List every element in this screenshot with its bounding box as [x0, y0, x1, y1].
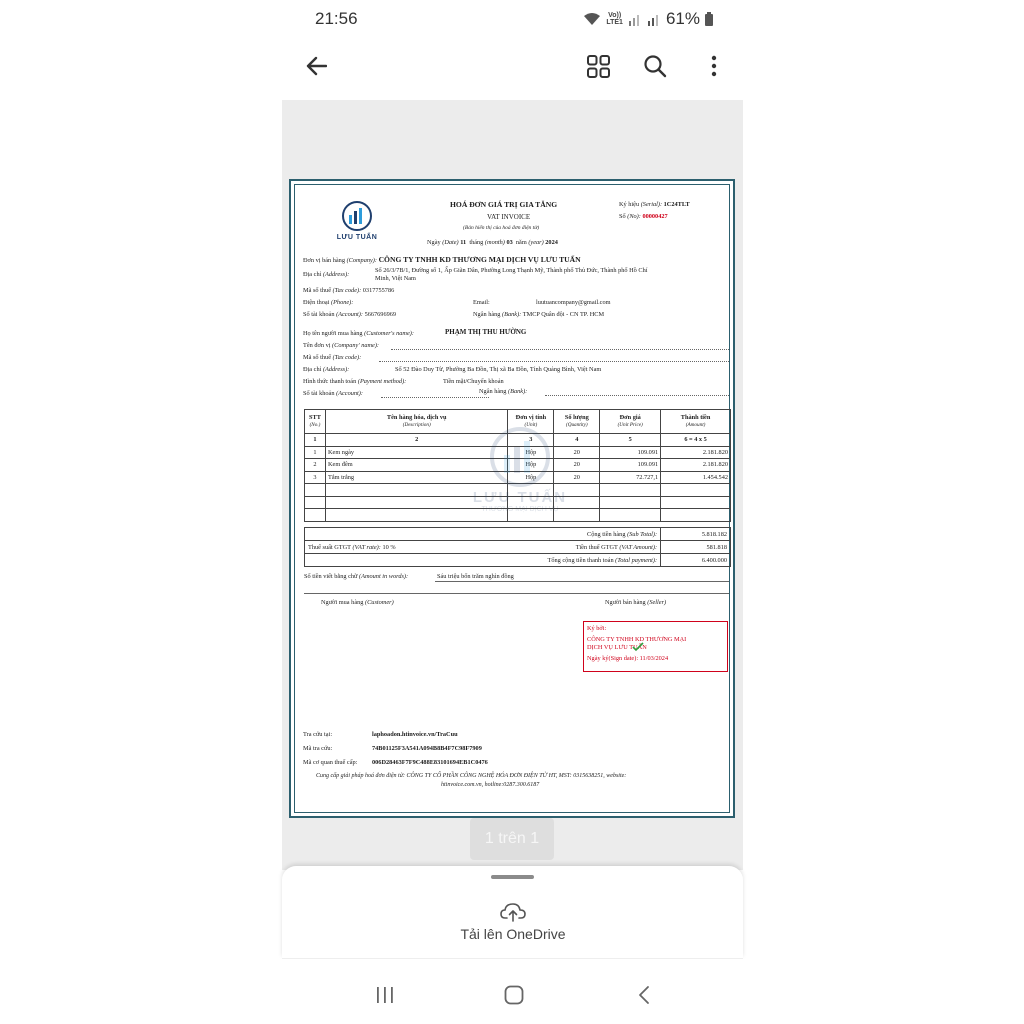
amount-in-words-line: [435, 581, 729, 582]
digital-signature-box: [583, 621, 728, 672]
status-icons: [583, 9, 713, 29]
sheet-drag-handle[interactable]: [491, 875, 534, 879]
upload-onedrive-label: Tải lên OneDrive: [460, 926, 566, 942]
amount-in-words: Sáu triệu bốn trăm nghìn đồng: [437, 573, 514, 580]
total-row: [305, 554, 731, 567]
cloud-upload-icon: [500, 902, 526, 922]
buyer-account-blank: [381, 397, 489, 398]
table-row: 1 Kem ngày Hộp 20 109.091 2.181.820: [305, 446, 731, 459]
back-nav-icon[interactable]: [629, 981, 659, 1009]
header-amount: Thành tiền (Amount): [661, 410, 731, 434]
seller-email: luutuancompany@gmail.com: [536, 299, 611, 306]
buyer-account-label: Số tài khoản (Account):: [303, 390, 363, 397]
home-icon[interactable]: [499, 981, 529, 1009]
buyer-payment-label: Hình thức thanh toán (Payment method):: [303, 378, 407, 385]
seller-email-label: Email:: [473, 299, 490, 306]
seller-address-label: Địa chỉ (Address):: [303, 271, 350, 278]
watermark-name: LƯU TUẤN: [472, 489, 568, 506]
bottom-sheet: [282, 866, 743, 958]
provider-line1: Cung cấp giải pháp hoá đơn điện tử: CÔNG TY CỔ PHẦN CÔNG NGHỆ HÓA ĐƠN ĐIỆN TỬ HT, MST: 0315638251, website:: [316, 773, 627, 779]
buyer-bank-blank: [545, 395, 729, 396]
signature-company-line1: CÔNG TY TNHH KD THƯƠNG MẠI: [587, 636, 687, 644]
buyer-name-label: Họ tên người mua hàng (Customer's name):: [303, 330, 414, 337]
grid-view-icon[interactable]: [584, 52, 612, 80]
header-unit: Đơn vị tính (Unit): [508, 410, 554, 434]
status-bar: [282, 0, 743, 40]
table-row: 2 Kem đêm Hộp 20 109.091 2.181.820: [305, 459, 731, 472]
volte-text: Vo)): [608, 12, 622, 19]
lte-text: LTE1: [606, 19, 623, 26]
header-no: STT (No.): [305, 410, 326, 434]
buyer-tax-blank: [379, 361, 729, 362]
invoice-number: Số (No): 00000427: [619, 213, 668, 220]
back-icon[interactable]: [302, 52, 330, 80]
invoice-subtitle: VAT INVOICE: [487, 213, 531, 221]
vat-amount-value: 581.818: [661, 541, 731, 554]
buyer-address: Số 52 Đào Duy Từ, Phường Ba Đồn, Thị xã Ba Đồn, Tỉnh Quảng Bình, Việt Nam: [395, 366, 602, 373]
seller-address-line1: Số 26/3/7B/1, Đường số 1, Ấp Giãn Dân, Phường Long Thạnh Mỹ, Thành phố Thủ Đức, Thành phố Hồ Chí: [375, 267, 648, 274]
battery-icon: [705, 12, 713, 26]
seller-phone: Điện thoại (Phone):: [303, 299, 354, 306]
signature-signed-by: Ký bởi:: [587, 625, 607, 632]
seller-tax: Mã số thuế (Tax code): 0317755786: [303, 287, 395, 294]
buyer-address-label: Địa chỉ (Address):: [303, 366, 350, 373]
buyer-company-blank: [391, 349, 729, 350]
recent-apps-icon[interactable]: [370, 981, 400, 1009]
seller-account: Số tài khoản (Account): 5667696969: [303, 311, 397, 318]
totals-table: [304, 527, 731, 567]
lookup-site-label: Tra cứu tại:: [303, 731, 333, 738]
upload-onedrive-button[interactable]: [452, 902, 574, 950]
table-index-row: 1 2 3 4 5 6 = 4 x 5: [305, 434, 731, 447]
system-nav-bar: [282, 958, 743, 1024]
company-logo: [333, 200, 381, 250]
more-options-icon[interactable]: [700, 52, 728, 80]
header-quantity: Số lượng (Quantity): [554, 410, 600, 434]
table-row: 3 Tắm trắng Hộp 20 72.727,1 1.454.542: [305, 471, 731, 484]
volte-indicator: [606, 12, 623, 26]
signal-icon-2: [647, 13, 661, 26]
lookup-code: 74B01125F3A541A094B8B4F7C98F7909: [372, 745, 482, 752]
watermark-logo-icon: [488, 425, 552, 489]
seller-bank: Ngân hàng (Bank): TMCP Quân đội - CN TP. HCM: [473, 311, 605, 318]
app-bar: [282, 40, 743, 96]
wifi-icon: [583, 12, 601, 26]
header-unit-price: Đơn giá (Unit Price): [600, 410, 661, 434]
signature-company-line2: DỊCH VỤ LƯU TUẤN: [587, 644, 647, 652]
seller-address-line2: Minh, Việt Nam: [375, 275, 416, 282]
total-value: 6.400.000: [661, 554, 731, 567]
logo-name: LƯU TUẤN: [336, 234, 378, 241]
subtotal-value: 5.818.182: [661, 528, 731, 541]
seller-company: Đơn vị bán hàng (Company): CÔNG TY TNHH KD THƯƠNG MẠI DỊCH VỤ LƯU TUẤN: [303, 255, 581, 264]
battery-percent: 61%: [665, 9, 700, 28]
buyer-tax-label: Mã số thuế (Tax code):: [303, 354, 362, 361]
buyer-company-label: Tên đơn vị (Company' name):: [303, 342, 380, 349]
lookup-code-label: Mã tra cứu:: [303, 745, 333, 752]
page-indicator: 1 trên 1: [470, 818, 554, 860]
header-description: Tên hàng hóa, dịch vụ (Description): [325, 410, 507, 434]
invoice-serial: Ký hiệu (Serial): 1C24TLT: [619, 201, 690, 208]
invoice-page: [289, 179, 735, 818]
seller-signature-label: Người bán hàng (Seller): [605, 599, 667, 606]
buyer-name: PHẠM THỊ THU HƯỜNG: [445, 328, 527, 336]
invoice-note: (Bản hiển thị của hoá đơn điện tử): [463, 225, 540, 231]
vat-labels: Thuế suất GTGT (VAT rate): 10 % Tiền thuế GTGT (VAT Amount):: [305, 541, 661, 554]
invoice-inner: [294, 184, 730, 813]
status-time: 21:56: [315, 9, 358, 28]
signal-icon: [628, 13, 642, 26]
logo-icon: [341, 200, 373, 232]
vat-row: [305, 541, 731, 554]
customer-signature-label: Người mua hàng (Customer): [321, 599, 394, 606]
checkmark-icon: [632, 642, 644, 652]
buyer-payment: Tiền mặt/Chuyển khoản: [443, 378, 504, 385]
invoice-date: Ngày (Date) 11 tháng (month) 03 năm (year) 2024: [427, 239, 558, 246]
lookup-tax-code-label: Mã cơ quan thuế cấp:: [303, 759, 358, 766]
lookup-site: laphoadon.htinvoice.vn/TraCuu: [372, 731, 458, 738]
provider-line2: htinvoice.com.vn, hotline:0287.300.6187: [441, 782, 540, 788]
total-label: Tổng cộng tiền thanh toán (Total payment):: [305, 554, 661, 567]
subtotal-label: Cộng tiền hàng (Sub Total):: [305, 528, 661, 541]
watermark: [465, 425, 575, 513]
search-icon[interactable]: [641, 52, 669, 80]
invoice-title: HOÁ ĐƠN GIÁ TRỊ GIA TĂNG: [450, 200, 558, 209]
subtotal-row: [305, 528, 731, 541]
watermark-sub: THƯƠNG MẠI DỊCH VỤ: [481, 506, 559, 513]
amount-in-words-label: Số tiền viết bằng chữ (Amount in words):: [304, 573, 409, 580]
divider-line: [304, 593, 729, 594]
signature-date: Ngày ký(Sign date): 11/03/2024: [587, 654, 669, 662]
buyer-bank-label: Ngân hàng (Bank):: [479, 388, 528, 395]
lookup-tax-code: 006D28463F7F9C488E83101694EB1C0476: [372, 759, 488, 766]
